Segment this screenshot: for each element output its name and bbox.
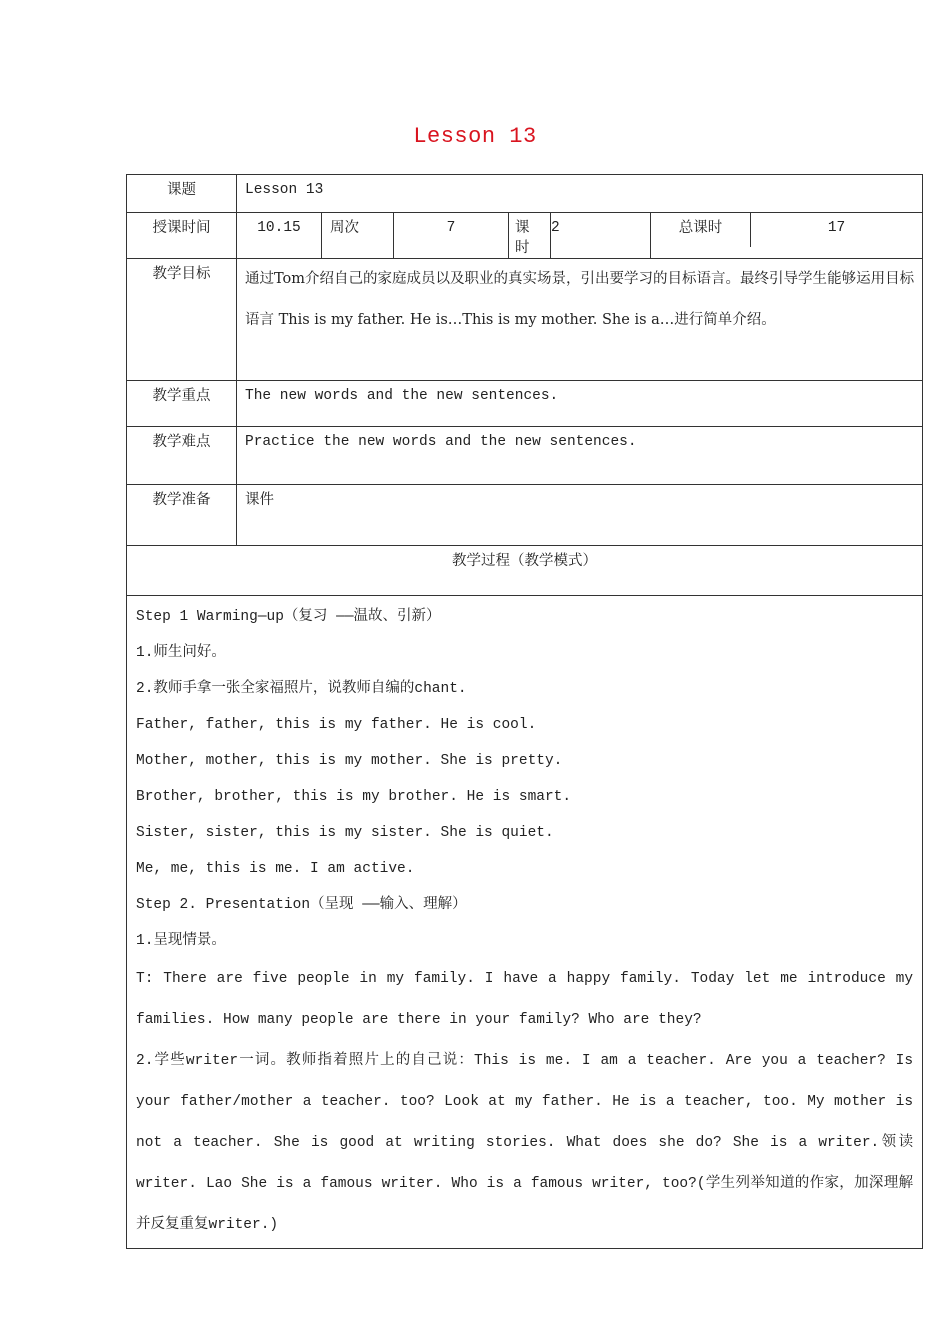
row-preparation [127, 485, 923, 546]
row-process-body [127, 596, 923, 1249]
process-line: 1.呈现情景。 [136, 933, 226, 949]
period-value: 2 [551, 220, 560, 236]
topic-label: 课题 [127, 175, 237, 213]
page-title: Lesson 13 [413, 124, 537, 149]
difficulty-value: Practice the new words and the new sentences. [237, 427, 923, 485]
total-label: 总课时 [651, 213, 751, 247]
prep-value: 课件 [237, 485, 923, 546]
process-line: Brother, brother, this is my brother. He is smart. [136, 789, 572, 805]
process-line: Step 1 Warming—up（复习 ——温故、引新） [136, 609, 441, 625]
process-line: Me, me, this is me. I am active. [136, 861, 415, 877]
row-difficulty [127, 427, 923, 485]
process-line: Father, father, this is my father. He is cool. [136, 717, 537, 733]
process-line: Mother, mother, this is my mother. She is pretty. [136, 753, 563, 769]
goal-value: 通过Tom介绍自己的家庭成员以及职业的真实场景，引出要学习的目标语言。最终引导学生能够运用目标语言 This is my father. He is…This is my mother. She is a…进行简单介绍。 [245, 271, 915, 328]
period-value-cell [551, 213, 651, 259]
period-label-text: 课时 [515, 220, 530, 256]
time-label: 授课时间 [127, 213, 237, 259]
process-line: Sister, sister, this is my sister. She is quiet. [136, 825, 554, 841]
lesson-plan-table [126, 174, 923, 1249]
prep-label: 教学准备 [127, 485, 237, 546]
difficulty-label: 教学难点 [127, 427, 237, 485]
process-line: 2.学些writer一词。教师指着照片上的自己说：This is me. I am a teacher. Are you a teacher? Is your father/mother a teacher. too? Look at my father. He is a teacher, too. My mother is not a teacher. She is good at writing stories. What does she do? She is a writer.领读writer. Lao She is a famous writer. Who is a famous writer, too?(学生列举知道的作家，加深理解并反复重复writer.) [136, 1053, 914, 1233]
total-value: 17 [827, 220, 846, 236]
process-line: 1.师生问好。 [136, 645, 226, 661]
row-topic [127, 175, 923, 213]
time-value: 10.15 [237, 213, 322, 259]
key-label: 教学重点 [127, 381, 237, 427]
total-cell [651, 213, 923, 259]
row-goal [127, 259, 923, 381]
process-line: T: There are five people in my family. I have a happy family. Today let me introduce my families. How many people are there in your family? Who are they? [136, 971, 914, 1028]
week-value: 7 [394, 213, 509, 259]
goal-cell [237, 259, 923, 381]
key-value: The new words and the new sentences. [237, 381, 923, 427]
week-label: 周次 [322, 213, 394, 259]
topic-value: Lesson 13 [237, 175, 923, 213]
goal-label: 教学目标 [127, 259, 237, 381]
period-label [509, 213, 551, 259]
process-line: Step 2. Presentation（呈现 ——输入、理解） [136, 897, 467, 913]
process-heading: 教学过程（教学模式） [127, 546, 923, 596]
row-process-heading [127, 546, 923, 596]
process-body [127, 596, 923, 1249]
row-schedule [127, 213, 923, 259]
row-key-points [127, 381, 923, 427]
process-line: 2.教师手拿一张全家福照片，说教师自编的chant. [136, 681, 467, 697]
